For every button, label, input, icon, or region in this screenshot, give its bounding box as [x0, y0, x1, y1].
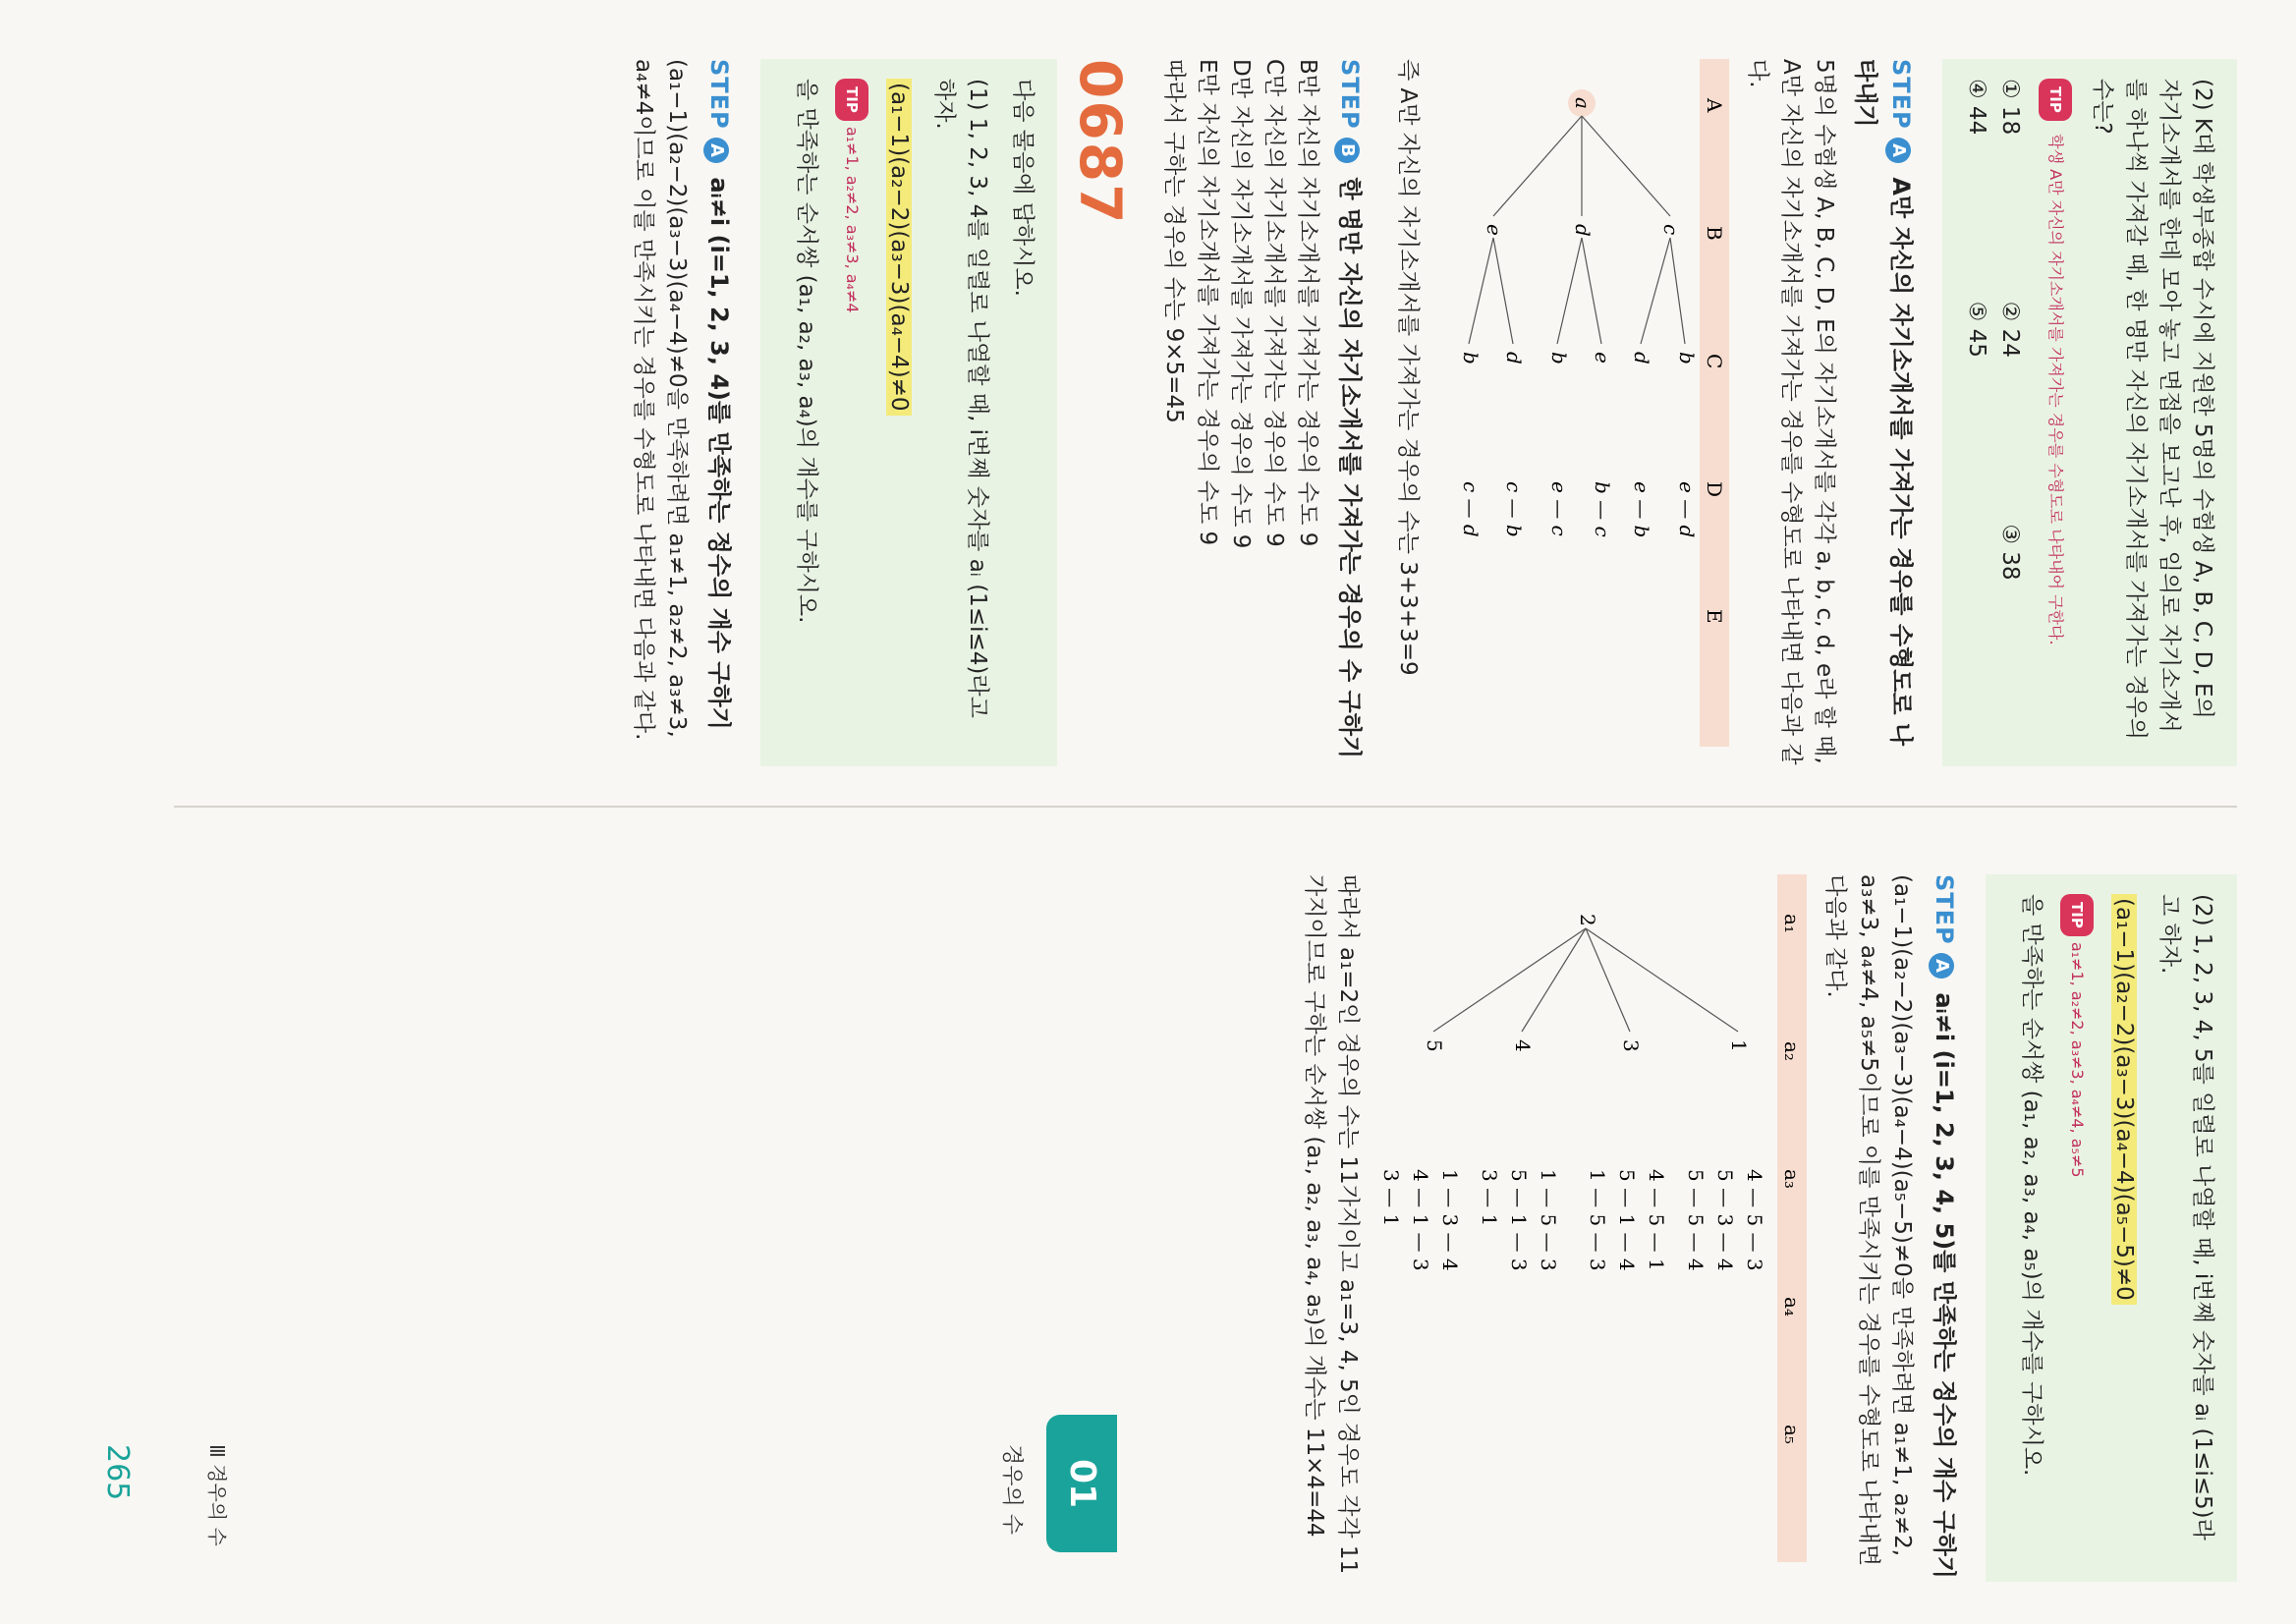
svg-text:d: d — [1571, 224, 1595, 237]
svg-text:4 — 5 — 3: 4 — 5 — 3 — [1743, 1169, 1766, 1271]
svg-text:5 — 1 — 4: 5 — 1 — 4 — [1615, 1169, 1639, 1271]
tip-text: 학생 A만 자신의 자기소개서를 가져가는 경우를 수형도로 나타내어 구한다. — [2046, 134, 2065, 645]
step-a-badge: A — [1885, 138, 1911, 163]
p1-ask: 을 만족하는 순서쌍 (a₁, a₂, a₃, a₄)의 개수를 구하시오. — [794, 79, 819, 624]
p2-step-a-heading: STEP A aᵢ≠i (i=1, 2, 3, 4, 5)를 만족하는 정수의 개수 구하기 — [1931, 874, 1958, 1579]
svg-text:5 — 1 — 3: 5 — 1 — 3 — [1507, 1169, 1531, 1271]
svg-text:3: 3 — [1619, 1039, 1643, 1052]
p2-ask: 을 만족하는 순서쌍 (a₁, a₂, a₃, a₄, a₅)의 개수를 구하시오. — [2019, 894, 2044, 1477]
step-a-heading: STEP A A만 자신의 자기소개서를 가져가는 경우를 수형도로 나타내기 — [1852, 59, 1915, 747]
problem-number: 0687 — [1067, 59, 1134, 226]
svg-text:3 — 1: 3 — 1 — [1379, 1169, 1403, 1227]
svg-text:1: 1 — [1727, 1039, 1751, 1052]
chapter-badge: 01 — [1046, 1415, 1117, 1552]
step-b-line-1: B만 자신의 자기소개서를 가져가는 경우의 수도 9 — [1295, 59, 1320, 547]
p2-step-a-body: (a₁−1)(a₂−2)(a₃−3)(a₄−4)(a₅−5)≠0을 만족하려면 a₁≠1, a₂≠2, a₃≠3, a₄≠4, a₅≠5이므로 이를 만족시키는 경우를 수형도로 나타내면 다음과 같다. — [1822, 874, 1915, 1567]
answer-choices — [1960, 79, 2027, 747]
tree1-header-b: B — [1703, 226, 1726, 241]
p1-step-a-title: aᵢ≠i (i=1, 2, 3, 4)를 만족하는 정수의 개수 구하기 — [705, 177, 733, 730]
svg-text:c — d: c — d — [1459, 481, 1483, 537]
choice-2: ② 24 — [1997, 301, 2023, 358]
svg-text:5 — 3 — 4: 5 — 3 — 4 — [1713, 1169, 1737, 1271]
tree3-header-a4: a₄ — [1780, 1297, 1804, 1316]
svg-text:2: 2 — [1576, 914, 1599, 926]
svg-text:b: b — [1675, 352, 1699, 364]
svg-text:1 — 5 — 3: 1 — 5 — 3 — [1586, 1169, 1609, 1271]
tip-badge: TIP — [2039, 79, 2072, 121]
svg-text:c: c — [1659, 224, 1683, 236]
svg-text:5: 5 — [1423, 1039, 1446, 1052]
svg-text:c — b: c — b — [1502, 481, 1526, 537]
p2-text: (2) 1, 2, 3, 4, 5를 일렬로 나열할 때, i번째 숫자를 aᵢ (1≤i≤5)라고 하자. — [2156, 894, 2215, 1540]
choice-5: ⑤ 45 — [1964, 301, 1989, 358]
p2-tip-text: a₁≠1, a₂≠2, a₃≠3, a₄≠4, a₅≠5 — [2068, 941, 2087, 1178]
tree1-header-d: D — [1703, 481, 1726, 498]
svg-text:4 — 5 — 1: 4 — 5 — 1 — [1645, 1169, 1668, 1271]
svg-text:b: b — [1547, 352, 1571, 364]
column-divider — [174, 806, 2237, 808]
p1-condition: (a₁−1)(a₂−2)(a₃−3)(a₄−4)≠0 — [886, 79, 912, 416]
tree1-header-c: C — [1703, 354, 1726, 369]
svg-text:5 — 5 — 4: 5 — 5 — 4 — [1684, 1169, 1708, 1271]
tree3-header-a1: a₁ — [1780, 914, 1804, 933]
question-text: (2) K대 학생부종합 수시에 지원한 5명의 수험생 A, B, C, D, E의 자기소개서를 한데 모아 놓고 면접을 보고난 후, 임의로 자기소개서를 하나씩 가져갈 때, 한 명만 자신의 자기소개서를 가져가는 경우의 수는? — [2090, 79, 2215, 740]
left-column — [615, 59, 2237, 766]
p2-step-a-title: aᵢ≠i (i=1, 2, 3, 4, 5)를 만족하는 정수의 개수 구하기 — [1931, 992, 1958, 1579]
chapter-title: 경우의 수 — [999, 1444, 1024, 1536]
conclusion-a-only: 즉 A만 자신의 자기소개서를 가져가는 경우의 수는 3+3+3=9 — [1395, 59, 1421, 676]
step-b-badge: B — [1334, 138, 1360, 163]
tip-line — [2039, 79, 2074, 747]
p2-conclusion: 따라서 a₁=2인 경우의 수는 11가지이고 a₁=3, 4, 5인 경우도 각각 11가지이므로 구하는 순서쌍 (a₁, a₂, a₃, a₄, a₅)의 개수는 11×4=44 — [1302, 874, 1361, 1575]
choice-3: ③ 38 — [1997, 524, 2023, 581]
p1-tip-badge: TIP — [835, 79, 868, 121]
step-b-heading: STEP B 한 명만 자신의 자기소개서를 가져가는 경우의 수 구하기 — [1336, 59, 1364, 759]
svg-text:e: e — [1483, 224, 1506, 236]
step-b-line-4: E만 자신의 자기소개서를 가져가는 경우의 수도 9 — [1195, 59, 1220, 546]
p2-condition: (a₁−1)(a₂−2)(a₃−3)(a₄−4)(a₅−5)≠0 — [2111, 894, 2137, 1305]
right-column — [1286, 874, 2237, 1582]
p1-text: (1) 1, 2, 3, 4를 일렬로 나열할 때, i번째 숫자를 aᵢ (1≤i≤4)라고 하자. — [931, 79, 990, 718]
step-a-title: A만 자신의 자기소개서를 가져가는 경우를 수형도로 나타내기 — [1852, 59, 1915, 747]
p1-step-a-body: (a₁−1)(a₂−2)(a₃−3)(a₄−4)≠0을 만족하려면 a₁≠1, a₂≠2, a₃≠3, a₄≠4이므로 이를 만족시키는 경우를 수형도로 나타내면 다음과 같다. — [631, 59, 690, 741]
svg-text:3 — 1: 3 — 1 — [1478, 1169, 1501, 1227]
problem-intro: 다음 물음에 답하시오. — [1010, 79, 1036, 297]
choice-4: ④ 44 — [1964, 79, 1989, 136]
svg-text:d: d — [1630, 352, 1653, 364]
svg-text:e — b: e — b — [1630, 481, 1653, 538]
p2-tip-badge: TIP — [2060, 894, 2094, 936]
problem-1-box — [760, 59, 1057, 766]
svg-text:1 — 3 — 4: 1 — 3 — 4 — [1438, 1169, 1462, 1271]
problem-2-box — [1942, 59, 2237, 766]
step-b-line-3: D만 자신의 자기소개서를 가져가는 경우의 수도 9 — [1228, 59, 1254, 549]
tree3-header-a2: a₂ — [1780, 1041, 1804, 1061]
page-number: 265 — [100, 1444, 135, 1501]
svg-text:b — c: b — c — [1591, 481, 1614, 537]
tree-diagram-abcde — [1434, 59, 1729, 747]
svg-text:e — c: e — c — [1547, 481, 1571, 536]
svg-text:b: b — [1459, 352, 1483, 364]
step-b-line-5: 따라서 구하는 경우의 수는 9×5=45 — [1161, 59, 1187, 423]
svg-text:4: 4 — [1511, 1039, 1535, 1052]
step-a-body: 5명의 수험생 A, B, C, D, E의 자기소개서를 각각 a, b, c, d, e라 할 때, A만 자신의 자기소개서를 가져가는 경우를 수형도로 나타내면 다음과 같다. — [1745, 59, 1837, 765]
running-footer: Ⅲ 경우의 수 — [205, 1444, 229, 1546]
svg-text:d: d — [1502, 352, 1526, 364]
svg-text:1 — 5 — 3: 1 — 5 — 3 — [1537, 1169, 1560, 1271]
step-b-title: 한 명만 자신의 자기소개서를 가져가는 경우의 수 구하기 — [1336, 177, 1364, 759]
svg-text:4 — 1 — 3: 4 — 1 — 3 — [1409, 1169, 1432, 1271]
p1-step-a-heading: STEP A aᵢ≠i (i=1, 2, 3, 4)를 만족하는 정수의 개수 구하기 — [705, 59, 733, 730]
tree1-header-a: A — [1703, 98, 1726, 113]
tree3-header-a5: a₅ — [1780, 1425, 1804, 1444]
svg-text:e: e — [1591, 352, 1614, 364]
tree-diagram-5digit — [1374, 874, 1807, 1562]
p1-tip-text: a₁≠1, a₂≠2, a₃≠3, a₄≠4 — [843, 126, 862, 313]
step-b-line-2: C만 자신의 자기소개서를 가져가는 경우의 수도 9 — [1261, 59, 1287, 547]
tree3-header-a3: a₃ — [1780, 1169, 1804, 1189]
problem-2-5digit-box — [1986, 874, 2237, 1582]
tree1-header-e: E — [1703, 609, 1726, 624]
choice-1: ① 18 — [1997, 79, 2023, 136]
svg-text:a: a — [1571, 97, 1595, 109]
svg-text:e — d: e — d — [1675, 481, 1699, 538]
